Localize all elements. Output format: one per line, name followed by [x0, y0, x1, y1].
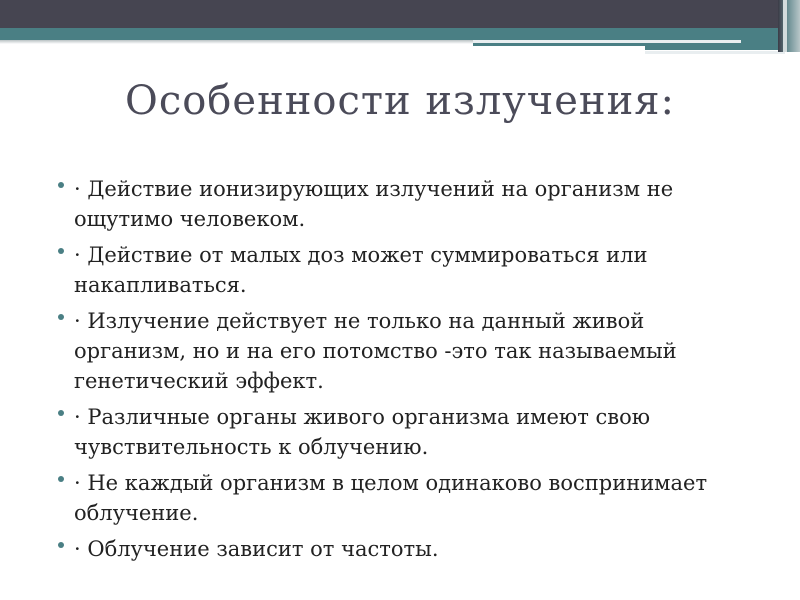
bullet-text: · Излучение действует не только на данный живой организм, но и на его потомство -это так называемый генетический эффект. — [74, 309, 677, 393]
bullet-text: · Облучение зависит от частоты. — [74, 537, 439, 561]
bullet-dot-icon — [58, 542, 64, 548]
bullet-item — [58, 174, 748, 234]
bullet-item — [58, 534, 748, 564]
slide-title: Особенности излучения: — [125, 78, 675, 124]
header-right-edge-strip — [783, 0, 787, 52]
header-dark-band — [0, 0, 800, 28]
bullet-list — [58, 174, 748, 570]
header-light-strip — [473, 40, 741, 43]
header-teal-band — [0, 28, 800, 40]
bullet-text: · Не каждый организм в целом одинаково воспринимает облучение. — [74, 471, 708, 525]
bullet-item — [58, 468, 748, 528]
bullet-text: · Различные органы живого организма имеют свою чувствительность к облучению. — [74, 405, 651, 459]
bullet-text: · Действие ионизирующих излучений на организм не ощутимо человеком. — [74, 177, 674, 231]
header-right-edge — [778, 0, 800, 52]
bullet-item — [58, 402, 748, 462]
bullet-dot-icon — [58, 410, 64, 416]
bullet-item — [58, 240, 748, 300]
bullet-item — [58, 306, 748, 396]
bullet-dot-icon — [58, 182, 64, 188]
header-light-strip-lower — [645, 51, 785, 54]
bullet-text: · Действие от малых доз может суммироваться или накапливаться. — [74, 243, 648, 297]
bullet-dot-icon — [58, 314, 64, 320]
header-step-accent-lower — [645, 46, 800, 50]
bullet-dot-icon — [58, 476, 64, 482]
bullet-dot-icon — [58, 248, 64, 254]
